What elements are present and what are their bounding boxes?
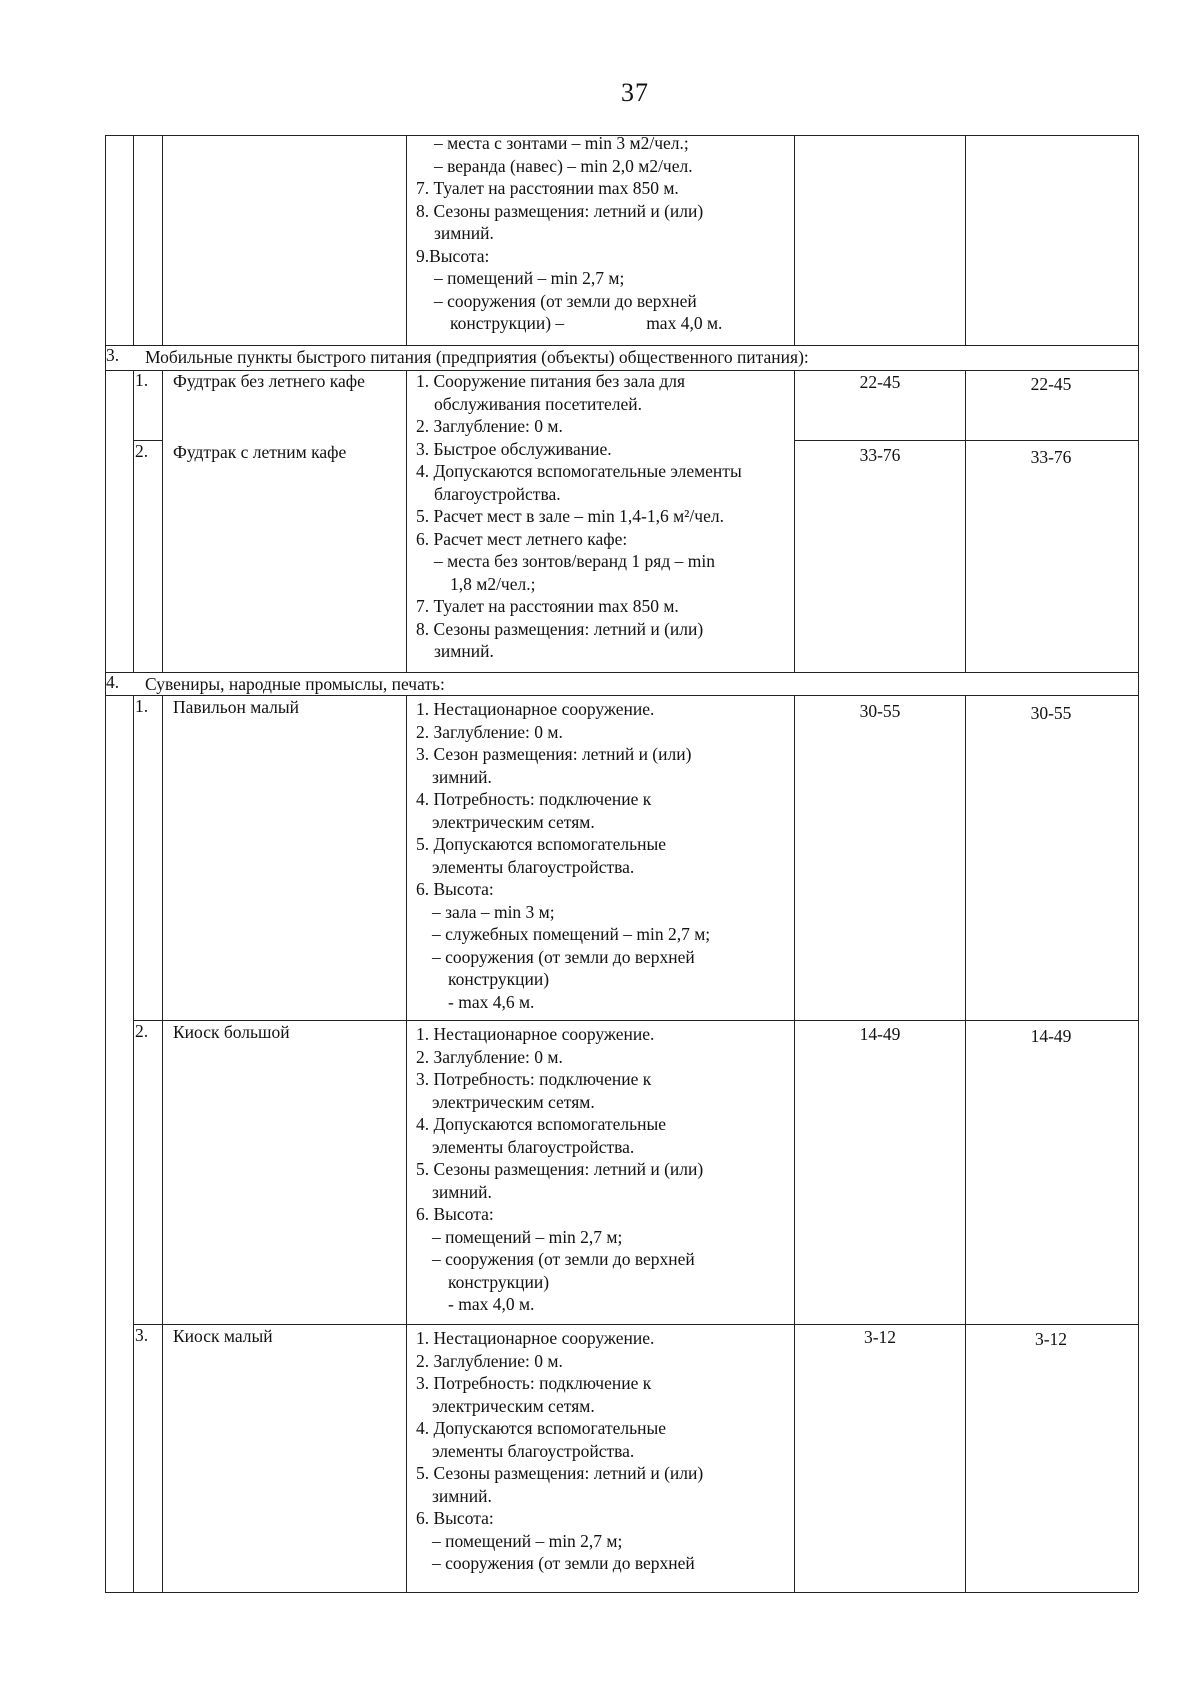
- req-line: зимний.: [434, 223, 494, 243]
- req-line: 1. Нестационарное сооружение.: [416, 1328, 655, 1348]
- req-line-part: конструкции) –: [450, 313, 565, 333]
- req-line: зимний.: [432, 766, 492, 787]
- row-name: Фудтрак с летним кафе: [173, 442, 347, 462]
- row-value-2: 14-49: [1030, 1026, 1072, 1046]
- req-line: 3. Быстрое обслуживание.: [416, 438, 612, 459]
- row-value-2: 30-55: [1030, 703, 1072, 723]
- req-line: 5. Допускаются вспомогательные: [416, 834, 667, 854]
- req-line: – сооружения (от земли до верхней: [432, 1249, 695, 1269]
- section-number: 3.: [106, 345, 120, 365]
- table-col-divider-5: [965, 695, 966, 1592]
- table-col-divider-4: [794, 370, 795, 672]
- req-line: 5. Сезоны размещения: летний и (или): [416, 1159, 704, 1179]
- row-value-1: 30-55: [859, 701, 901, 721]
- row-value-2: 22-45: [1030, 374, 1072, 394]
- row-value-2: 33-76: [1030, 447, 1072, 467]
- req-line: – веранда (навес) – min 2,0 м2/чел.: [434, 155, 693, 176]
- table-col-divider-2: [162, 135, 163, 345]
- table-col-divider-1: [133, 370, 134, 672]
- req-line-part: max 4,0 м.: [646, 313, 723, 333]
- req-line: 4. Потребность: подключение к: [416, 789, 652, 809]
- req-line: 6. Расчет мест летнего кафе:: [416, 528, 628, 549]
- row-divider: [794, 440, 1138, 441]
- req-line: элементы благоустройства.: [432, 856, 635, 877]
- req-line: обслуживания посетителей.: [434, 393, 643, 414]
- req-line: 5. Расчет мест в зале – min 1,4-1,6 м²/чел.: [416, 506, 724, 526]
- req-line: - max 4,6 м.: [448, 991, 535, 1012]
- row-number: 1.: [135, 696, 149, 716]
- section-title: Сувениры, народные промыслы, печать:: [145, 674, 445, 694]
- req-line: 8. Сезоны размещения: летний и (или): [416, 200, 704, 221]
- req-line: конструкции): [448, 969, 550, 989]
- req-line: электрическим сетям.: [432, 1091, 595, 1112]
- table-border-bottom: [105, 1592, 1138, 1593]
- req-line: – сооружения (от земли до верхней: [432, 946, 695, 967]
- table-col-divider-3: [406, 135, 407, 345]
- req-line: – помещений – min 2,7 м;: [432, 1530, 623, 1551]
- row-name: Павильон малый: [173, 697, 299, 717]
- table-col-divider-5: [965, 370, 966, 672]
- req-line: – служебных помещений – min 2,7 м;: [432, 924, 711, 944]
- top-requirements: [416, 132, 722, 335]
- row-value-1: 33-76: [859, 445, 901, 465]
- req-line: 1,8 м2/чел.;: [450, 573, 536, 594]
- req-line: 2. Заглубление: 0 м.: [416, 416, 563, 436]
- req-line: 6. Высота:: [416, 1508, 494, 1528]
- table-col-divider-3: [406, 695, 407, 1592]
- row-name: Фудтрак без летнего кафе: [173, 371, 365, 391]
- req-line: 9.Высота:: [416, 245, 490, 266]
- row-divider: [133, 1324, 1138, 1325]
- req-line: 1. Нестационарное сооружение.: [416, 1024, 655, 1044]
- table-col-divider-5: [965, 135, 966, 345]
- req-line: конструкции): [448, 1271, 550, 1292]
- req-line: 8. Сезоны размещения: летний и (или): [416, 618, 704, 639]
- table-col-divider-1: [133, 695, 134, 1592]
- req-line: зимний.: [432, 1181, 492, 1202]
- req-line: 2. Заглубление: 0 м.: [416, 1350, 563, 1371]
- table-col-divider-3: [406, 370, 407, 672]
- req-line: 6. Высота:: [416, 879, 494, 899]
- req-line: – помещений – min 2,7 м;: [432, 1226, 623, 1247]
- req-line: [416, 312, 722, 335]
- req-line: элементы благоустройства.: [432, 1440, 635, 1461]
- row-name: Киоск малый: [173, 1326, 273, 1346]
- page-number: 37: [621, 78, 649, 107]
- req-line: 7. Туалет на расстоянии max 850 м.: [416, 178, 679, 198]
- req-line: 2. Заглубление: 0 м.: [416, 721, 563, 742]
- req-line: 5. Сезоны размещения: летний и (или): [416, 1463, 704, 1483]
- section-title: Мобильные пункты быстрого питания (предприятия (объекты) общественного питания):: [145, 347, 809, 367]
- table-col-divider-2: [162, 695, 163, 1592]
- req-line: – места с зонтами – min 3 м2/чел.;: [434, 133, 689, 153]
- row-value-1: 22-45: [859, 372, 901, 392]
- req-line: – сооружения (от земли до верхней: [434, 290, 697, 311]
- req-line: 3. Сезон размещения: летний и (или): [416, 744, 692, 764]
- req-line: – сооружения (от земли до верхней: [432, 1553, 695, 1573]
- row-value-1: 14-49: [859, 1024, 901, 1044]
- row-requirements: [416, 1327, 703, 1575]
- row-name: Киоск большой: [173, 1022, 290, 1042]
- req-line: благоустройства.: [434, 483, 561, 504]
- req-line: зимний.: [432, 1485, 492, 1506]
- req-line: 6. Высота:: [416, 1204, 494, 1224]
- row-value-2: 3-12: [1034, 1329, 1068, 1349]
- req-line: зимний.: [434, 641, 494, 661]
- table-border-right: [1138, 135, 1139, 1592]
- row-value-1: 3-12: [863, 1327, 897, 1347]
- req-line: - max 4,0 м.: [448, 1294, 535, 1314]
- req-line: 7. Туалет на расстоянии max 850 м.: [416, 596, 679, 616]
- req-line: 3. Потребность: подключение к: [416, 1069, 652, 1089]
- req-line: электрическим сетям.: [432, 811, 595, 832]
- section-number: 4.: [106, 672, 120, 692]
- row-number: 2.: [135, 1021, 149, 1041]
- req-line: 4. Допускаются вспомогательные: [416, 1114, 667, 1134]
- row-requirements: [416, 698, 710, 1013]
- table-col-divider-4: [794, 135, 795, 345]
- req-line: 4. Допускаются вспомогательные элементы: [416, 461, 742, 481]
- table-col-divider-4: [794, 695, 795, 1592]
- row-number: 1.: [135, 370, 149, 390]
- table-col-divider-2: [162, 370, 163, 672]
- row-number: 3.: [135, 1325, 149, 1345]
- req-line: 1. Сооружение питания без зала для: [416, 371, 686, 391]
- row-number: 2.: [135, 441, 149, 461]
- row-requirements: [416, 1023, 703, 1316]
- req-line: 3. Потребность: подключение к: [416, 1373, 652, 1393]
- req-line: 4. Допускаются вспомогательные: [416, 1418, 667, 1438]
- req-line: 2. Заглубление: 0 м.: [416, 1046, 563, 1067]
- req-line: электрическим сетям.: [432, 1395, 595, 1416]
- req-line: элементы благоустройства.: [432, 1136, 635, 1157]
- req-line: – зала – min 3 м;: [432, 901, 555, 922]
- table-col-divider-1: [133, 135, 134, 345]
- req-line: 1. Нестационарное сооружение.: [416, 699, 655, 719]
- req-line: – места без зонтов/веранд 1 ряд – min: [434, 551, 715, 571]
- section3-requirements: [416, 370, 742, 663]
- req-line: – помещений – min 2,7 м;: [434, 268, 625, 288]
